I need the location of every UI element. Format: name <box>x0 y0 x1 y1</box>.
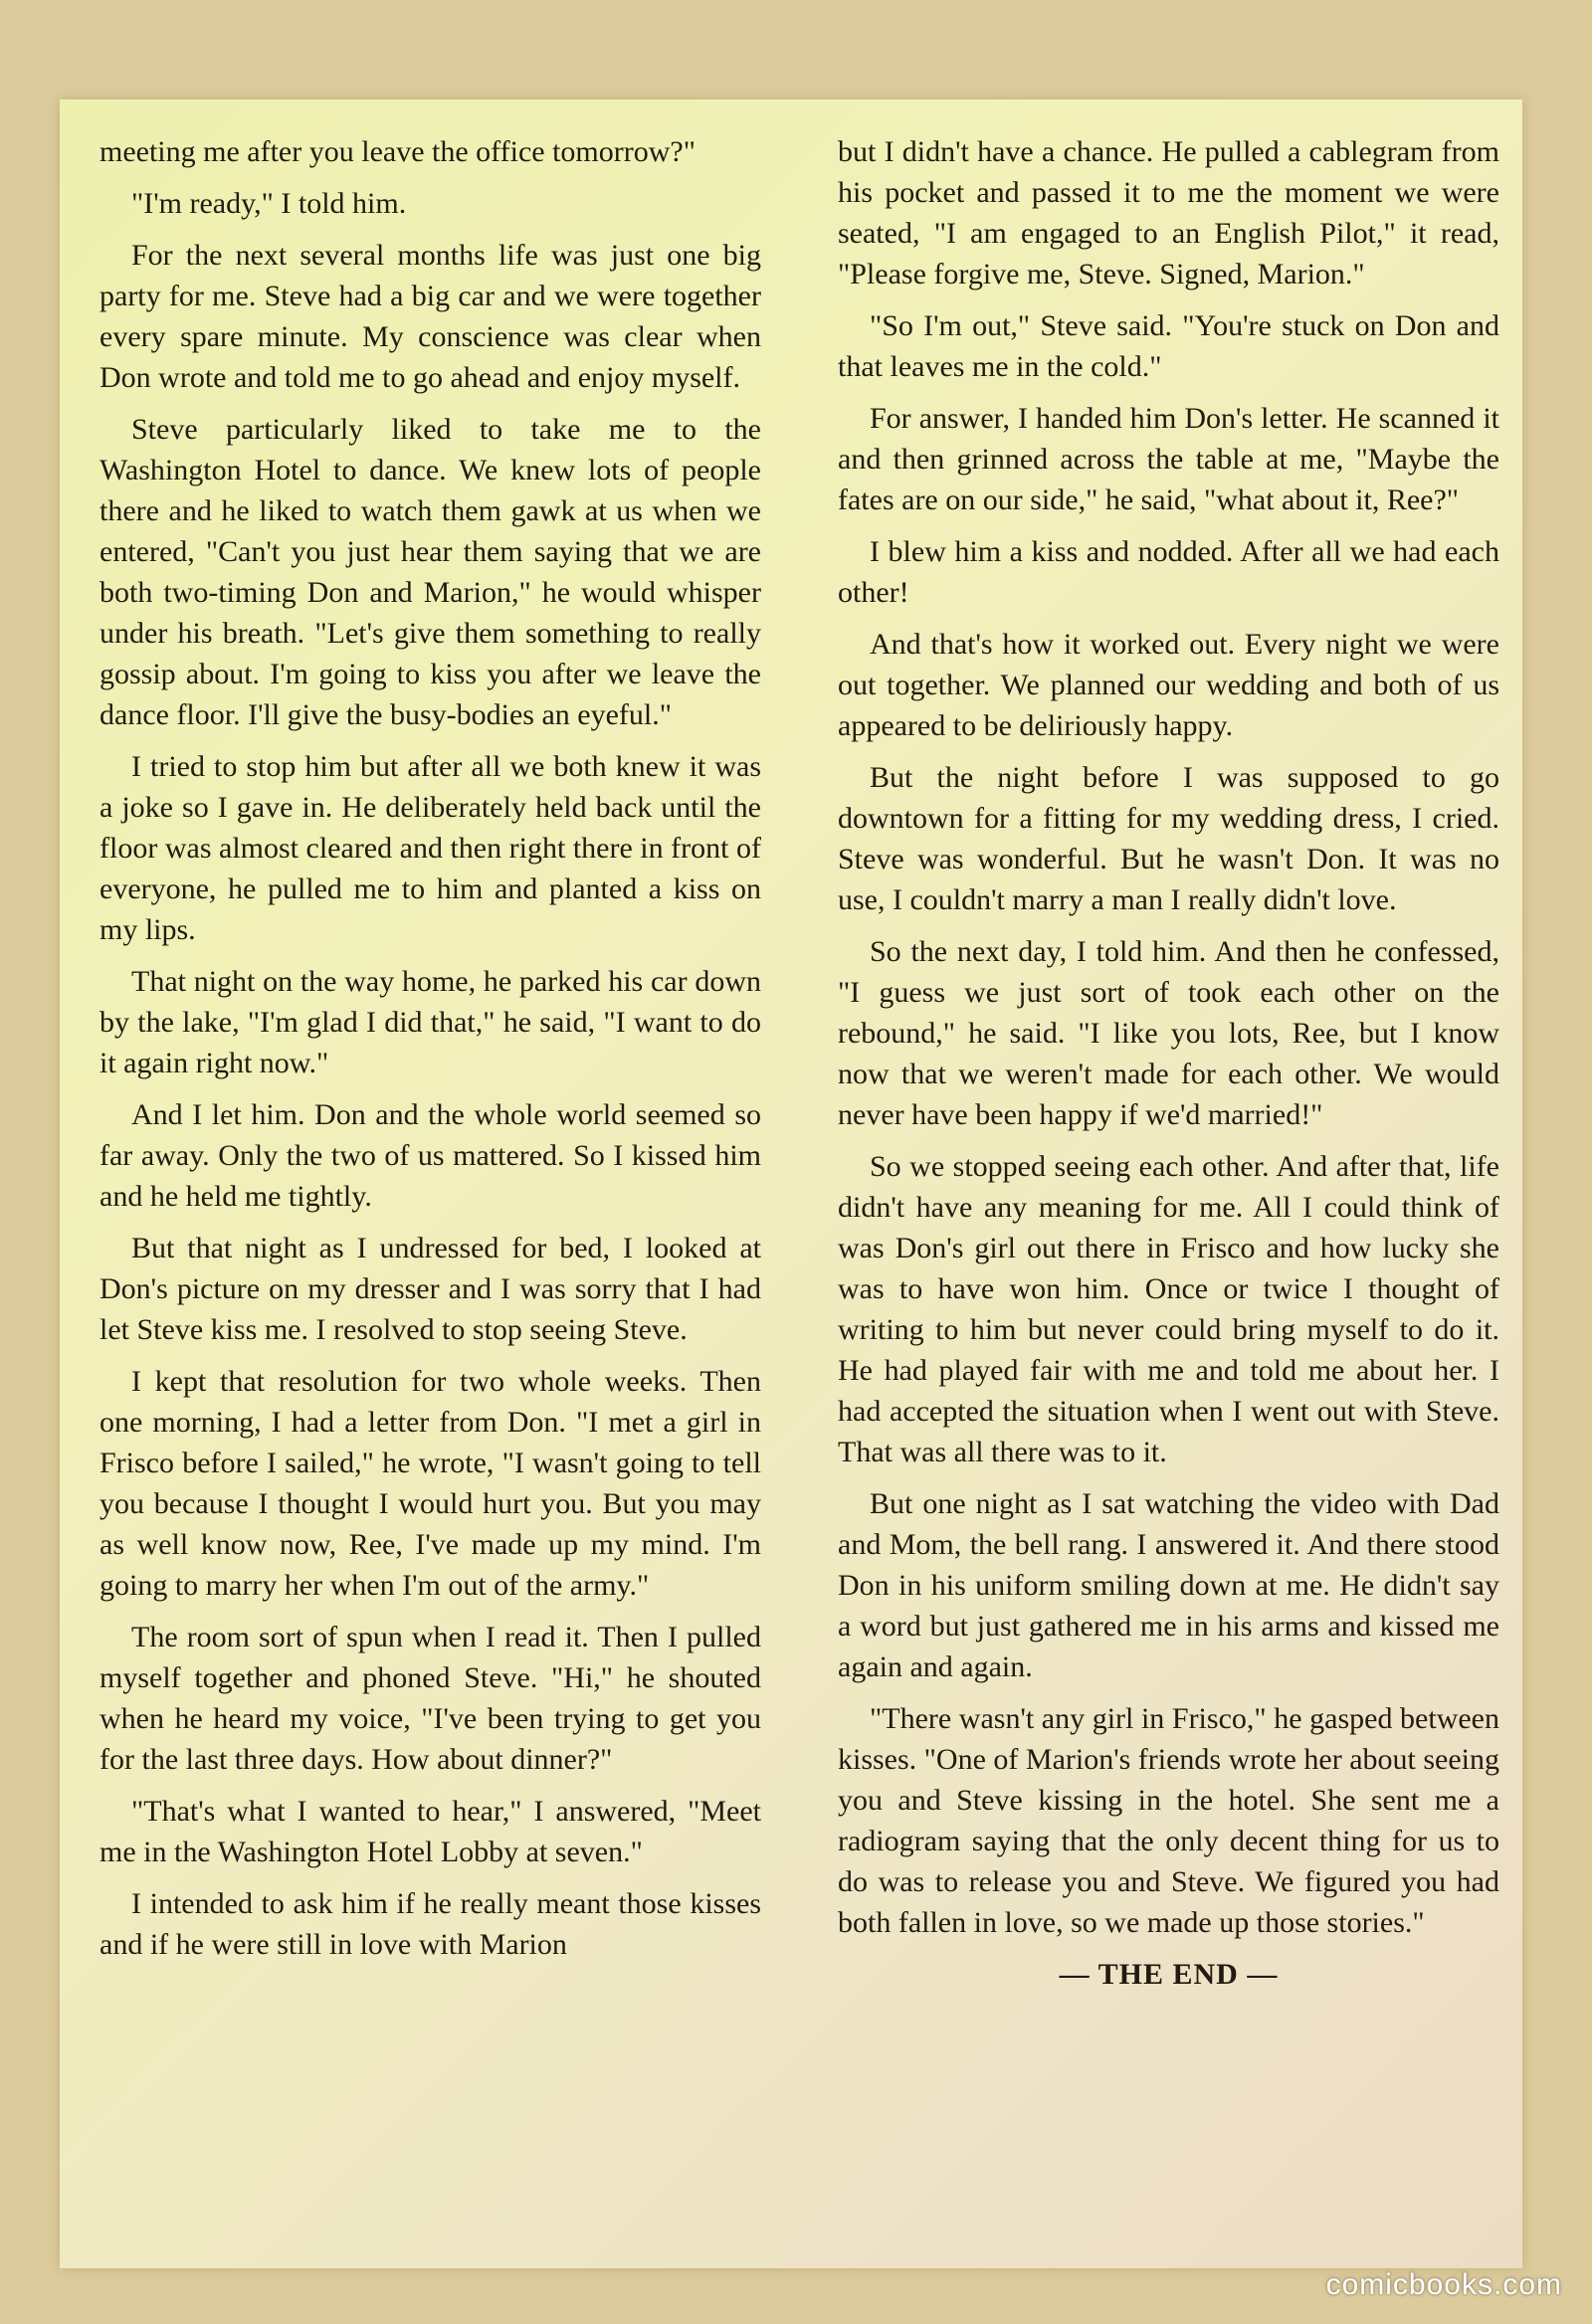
paragraph: So the next day, I told him. And then he confessed, "I guess we just sort of took each other on the rebound," he said. "I like you lots, Ree, but I know now that we weren't made for each other. We would never have been happy if we'd married!" <box>838 935 1499 1131</box>
paragraph: meeting me after you leave the office tomorrow?" <box>100 135 696 168</box>
paragraph: I tried to stop him but after all we both knew it was a joke so I gave in. He deliberately held back until the floor was almost cleared and then right there in front of everyone, he pulled me to him and planted a kiss on my lips. <box>100 750 761 946</box>
paragraph: I intended to ask him if he really meant those kisses and if he were still in love with Marion <box>100 1887 761 1961</box>
story-column-left <box>100 131 761 1976</box>
paragraph: But one night as I sat watching the video with Dad and Mom, the bell rang. I answered it. And there stood Don in his uniform smiling down at me. He didn't say a word but just gathered me in his arms and kissed me again and again. <box>838 1487 1499 1683</box>
paragraph: But the night before I was supposed to go downtown for a fitting for my wedding dress, I cried. Steve was wonderful. But he wasn't Don. It was no use, I couldn't marry a man I really didn't love. <box>838 761 1499 916</box>
paragraph: So we stopped seeing each other. And after that, life didn't have any meaning for me. All I could think of was Don's girl out there in Frisco and how lucky she was to have won him. Once or twice I thought of writing to him but never could bring myself to do it. He had played fair with me and told me about her. I had accepted the situation when I went out with Steve. That was all there was to it. <box>838 1150 1499 1468</box>
paragraph: For answer, I handed him Don's letter. He scanned it and then grinned across the table at me, "Maybe the fates are on our side," he said, "what about it, Ree?" <box>838 402 1499 516</box>
paragraph: "So I'm out," Steve said. "You're stuck on Don and that leaves me in the cold." <box>838 309 1499 383</box>
paragraph: but I didn't have a chance. He pulled a cablegram from his pocket and passed it to me the moment we were seated, "I am engaged to an English Pilot," it read, "Please forgive me, Steve. Signed, Marion." <box>838 135 1499 290</box>
the-end-mark: — THE END — <box>1059 1958 1279 1991</box>
paragraph: And that's how it worked out. Every night we were out together. We planned our wedding and both of us appeared to be deliriously happy. <box>838 628 1499 742</box>
paragraph: "There wasn't any girl in Frisco," he gasped between kisses. "One of Marion's friends wrote her about seeing you and Steve kissing in the hotel. She sent me a radiogram saying that the only decent thing for us to do was to release you and Steve. We figured you had both fallen in love, so we made up those stories." <box>838 1702 1499 1939</box>
paragraph: The room sort of spun when I read it. Then I pulled myself together and phoned Steve. "Hi," he shouted when he heard my voice, "I've been trying to get you for the last three days. How about dinner?" <box>100 1621 761 1776</box>
paragraph: "That's what I wanted to hear," I answered, "Meet me in the Washington Hotel Lobby at seven." <box>100 1795 761 1868</box>
paragraph: And I let him. Don and the whole world seemed so far away. Only the two of us mattered. So I kissed him and he held me tightly. <box>100 1098 761 1213</box>
paragraph: I blew him a kiss and nodded. After all we had each other! <box>838 535 1499 609</box>
paragraph: I kept that resolution for two whole weeks. Then one morning, I had a letter from Don. "I met a girl in Frisco before I sailed," he wrote, "I wasn't going to tell you because I thought I would hurt you. But you may as well know now, Ree, I've made up my mind. I'm going to marry her when I'm out of the army." <box>100 1365 761 1602</box>
paragraph: For the next several months life was just one big party for me. Steve had a big car and we were together every spare minute. My conscience was clear when Don wrote and told me to go ahead and enjoy myself. <box>100 239 761 394</box>
paragraph: That night on the way home, he parked his car down by the lake, "I'm glad I did that," he said, "I want to do it again right now." <box>100 965 761 1079</box>
paragraph: Steve particularly liked to take me to the Washington Hotel to dance. We knew lots of people there and he liked to watch them gawk at us when we entered, "Can't you just hear them saying that we are both two-timing Don and Marion," he would whisper under his breath. "Let's give them something to really gossip about. I'm going to kiss you after we leave the dance floor. I'll give the busy-bodies an eyeful." <box>100 413 761 731</box>
story-column-right <box>838 131 1499 2006</box>
paragraph: But that night as I undressed for bed, I looked at Don's picture on my dresser and I was sorry that I had let Steve kiss me. I resolved to stop seeing Steve. <box>100 1232 761 1346</box>
paragraph: "I'm ready," I told him. <box>131 187 407 220</box>
watermark: comicbooks.com <box>1325 2268 1562 2301</box>
